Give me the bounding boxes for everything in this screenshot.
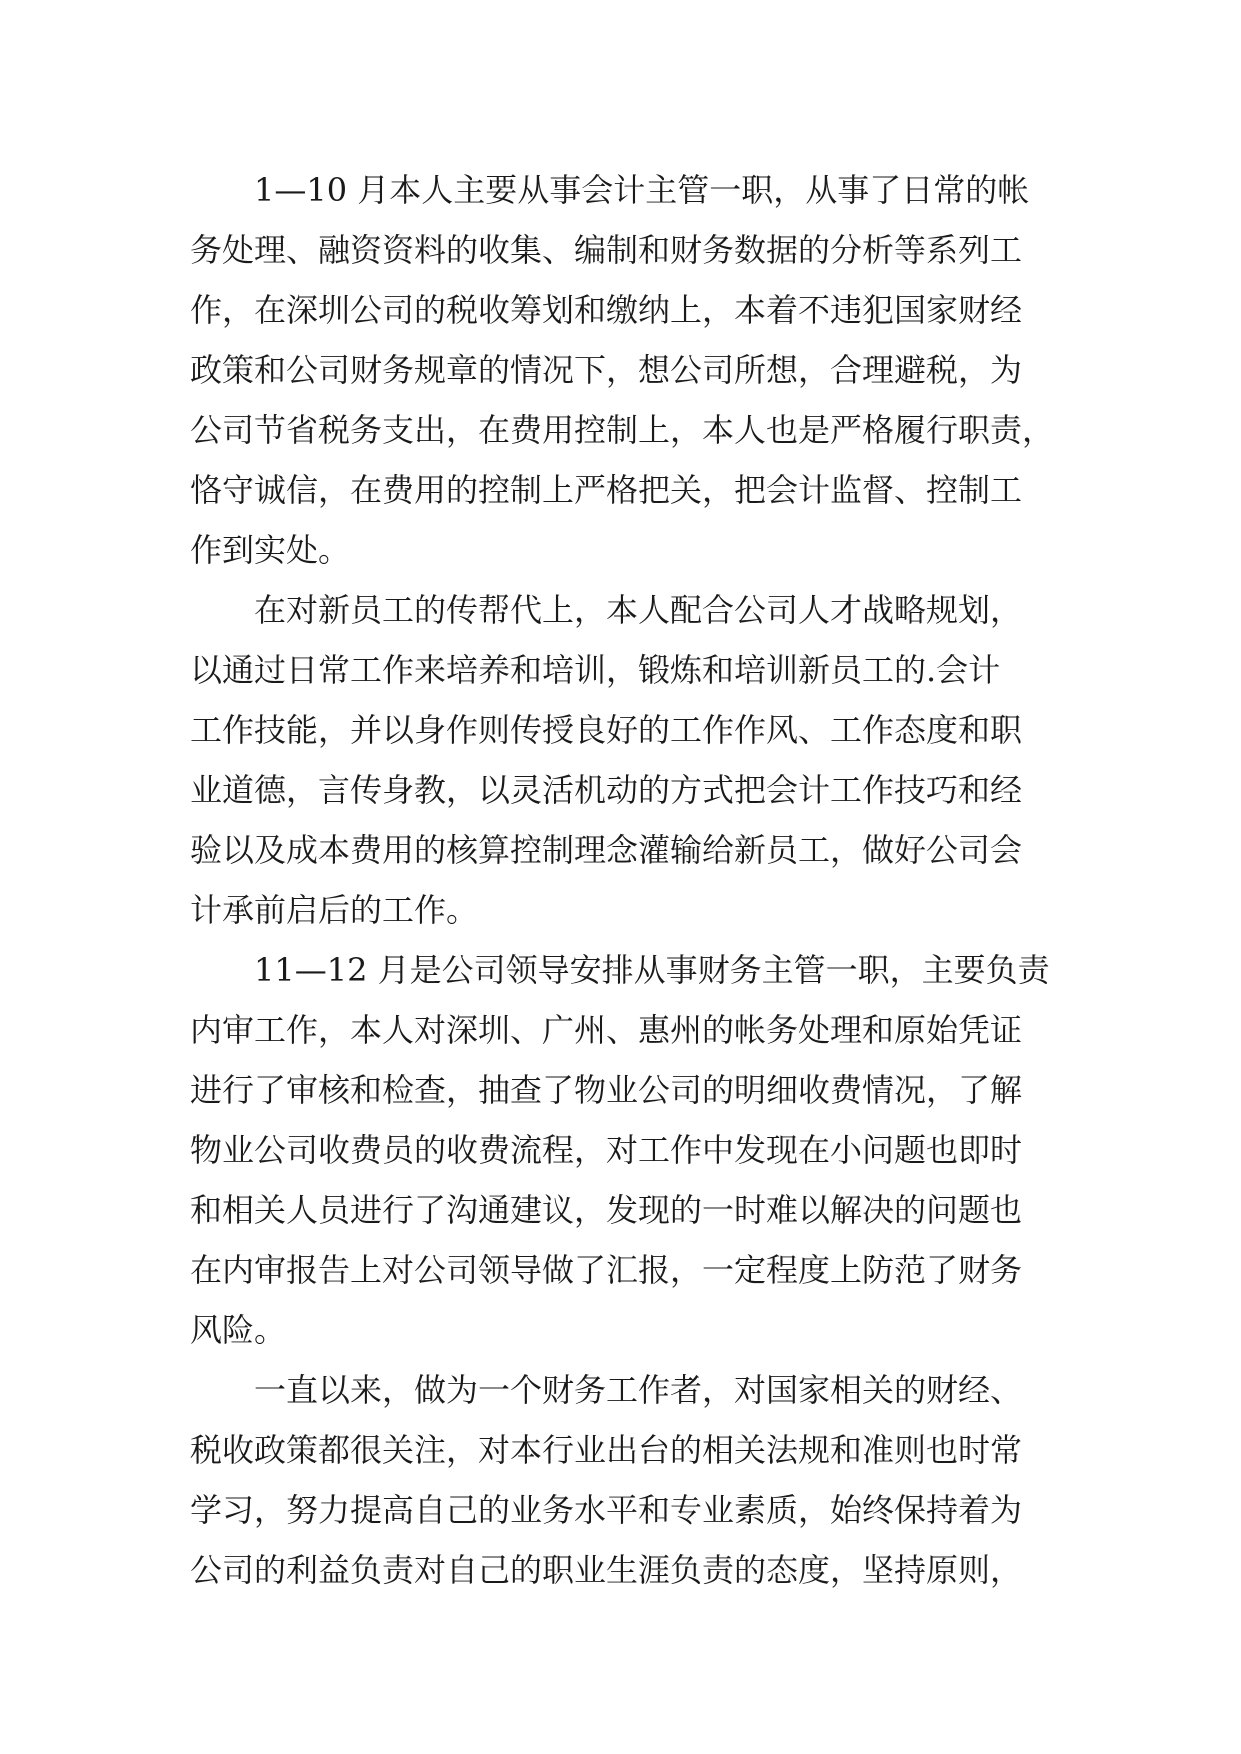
- paragraph-2: [190, 580, 1070, 940]
- paragraph-line: 业道德，言传身教，以灵活机动的方式把会计工作技巧和经: [190, 771, 1023, 809]
- paragraph-line: 工作技能，并以身作则传授良好的工作作风、工作态度和职: [190, 711, 1023, 749]
- paragraph-line: 11—12 月是公司领导安排从事财务主管一职，主要负责: [254, 951, 1050, 989]
- paragraph-line: 和相关人员进行了沟通建议，发现的一时难以解决的问题也: [190, 1191, 1023, 1229]
- paragraph-line: 内审工作，本人对深圳、广州、惠州的帐务处理和原始凭证: [190, 1011, 1023, 1049]
- paragraph-line: 计承前启后的工作。: [190, 891, 479, 929]
- paragraph-line: 物业公司收费员的收费流程，对工作中发现在小问题也即时: [190, 1131, 1023, 1169]
- paragraph-line: 进行了审核和检查，抽查了物业公司的明细收费情况，了解: [190, 1071, 1023, 1109]
- paragraph-line: 风险。: [190, 1311, 287, 1349]
- paragraph-line: 1—10 月本人主要从事会计主管一职，从事了日常的帐: [254, 171, 1030, 209]
- paragraph-line: 务处理、融资资料的收集、编制和财务数据的分析等系列工: [190, 231, 1023, 269]
- paragraph-1: [190, 160, 1070, 580]
- paragraph-line: 公司的利益负责对自己的职业生涯负责的态度，坚持原则，: [190, 1551, 1023, 1589]
- paragraph-line: 公司节省税务支出，在费用控制上，本人也是严格履行职责，: [190, 411, 1055, 449]
- paragraph-line: 作到实处。: [190, 531, 351, 569]
- paragraph-line: 在内审报告上对公司领导做了汇报，一定程度上防范了财务: [190, 1251, 1023, 1289]
- document-body: [190, 160, 1070, 1600]
- paragraph-3: [190, 940, 1070, 1360]
- paragraph-line: 一直以来，做为一个财务工作者，对国家相关的财经、: [254, 1371, 1023, 1409]
- paragraph-line: 恪守诚信，在费用的控制上严格把关，把会计监督、控制工: [190, 471, 1023, 509]
- paragraph-line: 学习，努力提高自己的业务水平和专业素质，始终保持着为: [190, 1491, 1023, 1529]
- paragraph-line: 政策和公司财务规章的情况下，想公司所想，合理避税，为: [190, 351, 1023, 389]
- paragraph-line: 作，在深圳公司的税收筹划和缴纳上，本着不违犯国家财经: [190, 291, 1023, 329]
- paragraph-line: 验以及成本费用的核算控制理念灌输给新员工，做好公司会: [190, 831, 1023, 869]
- paragraph-line: 以通过日常工作来培养和培训，锻炼和培训新员工的.会计: [190, 651, 1001, 689]
- paragraph-4: [190, 1360, 1070, 1600]
- paragraph-line: 税收政策都很关注，对本行业出台的相关法规和准则也时常: [190, 1431, 1023, 1469]
- paragraph-line: 在对新员工的传帮代上，本人配合公司人才战略规划，: [254, 591, 1023, 629]
